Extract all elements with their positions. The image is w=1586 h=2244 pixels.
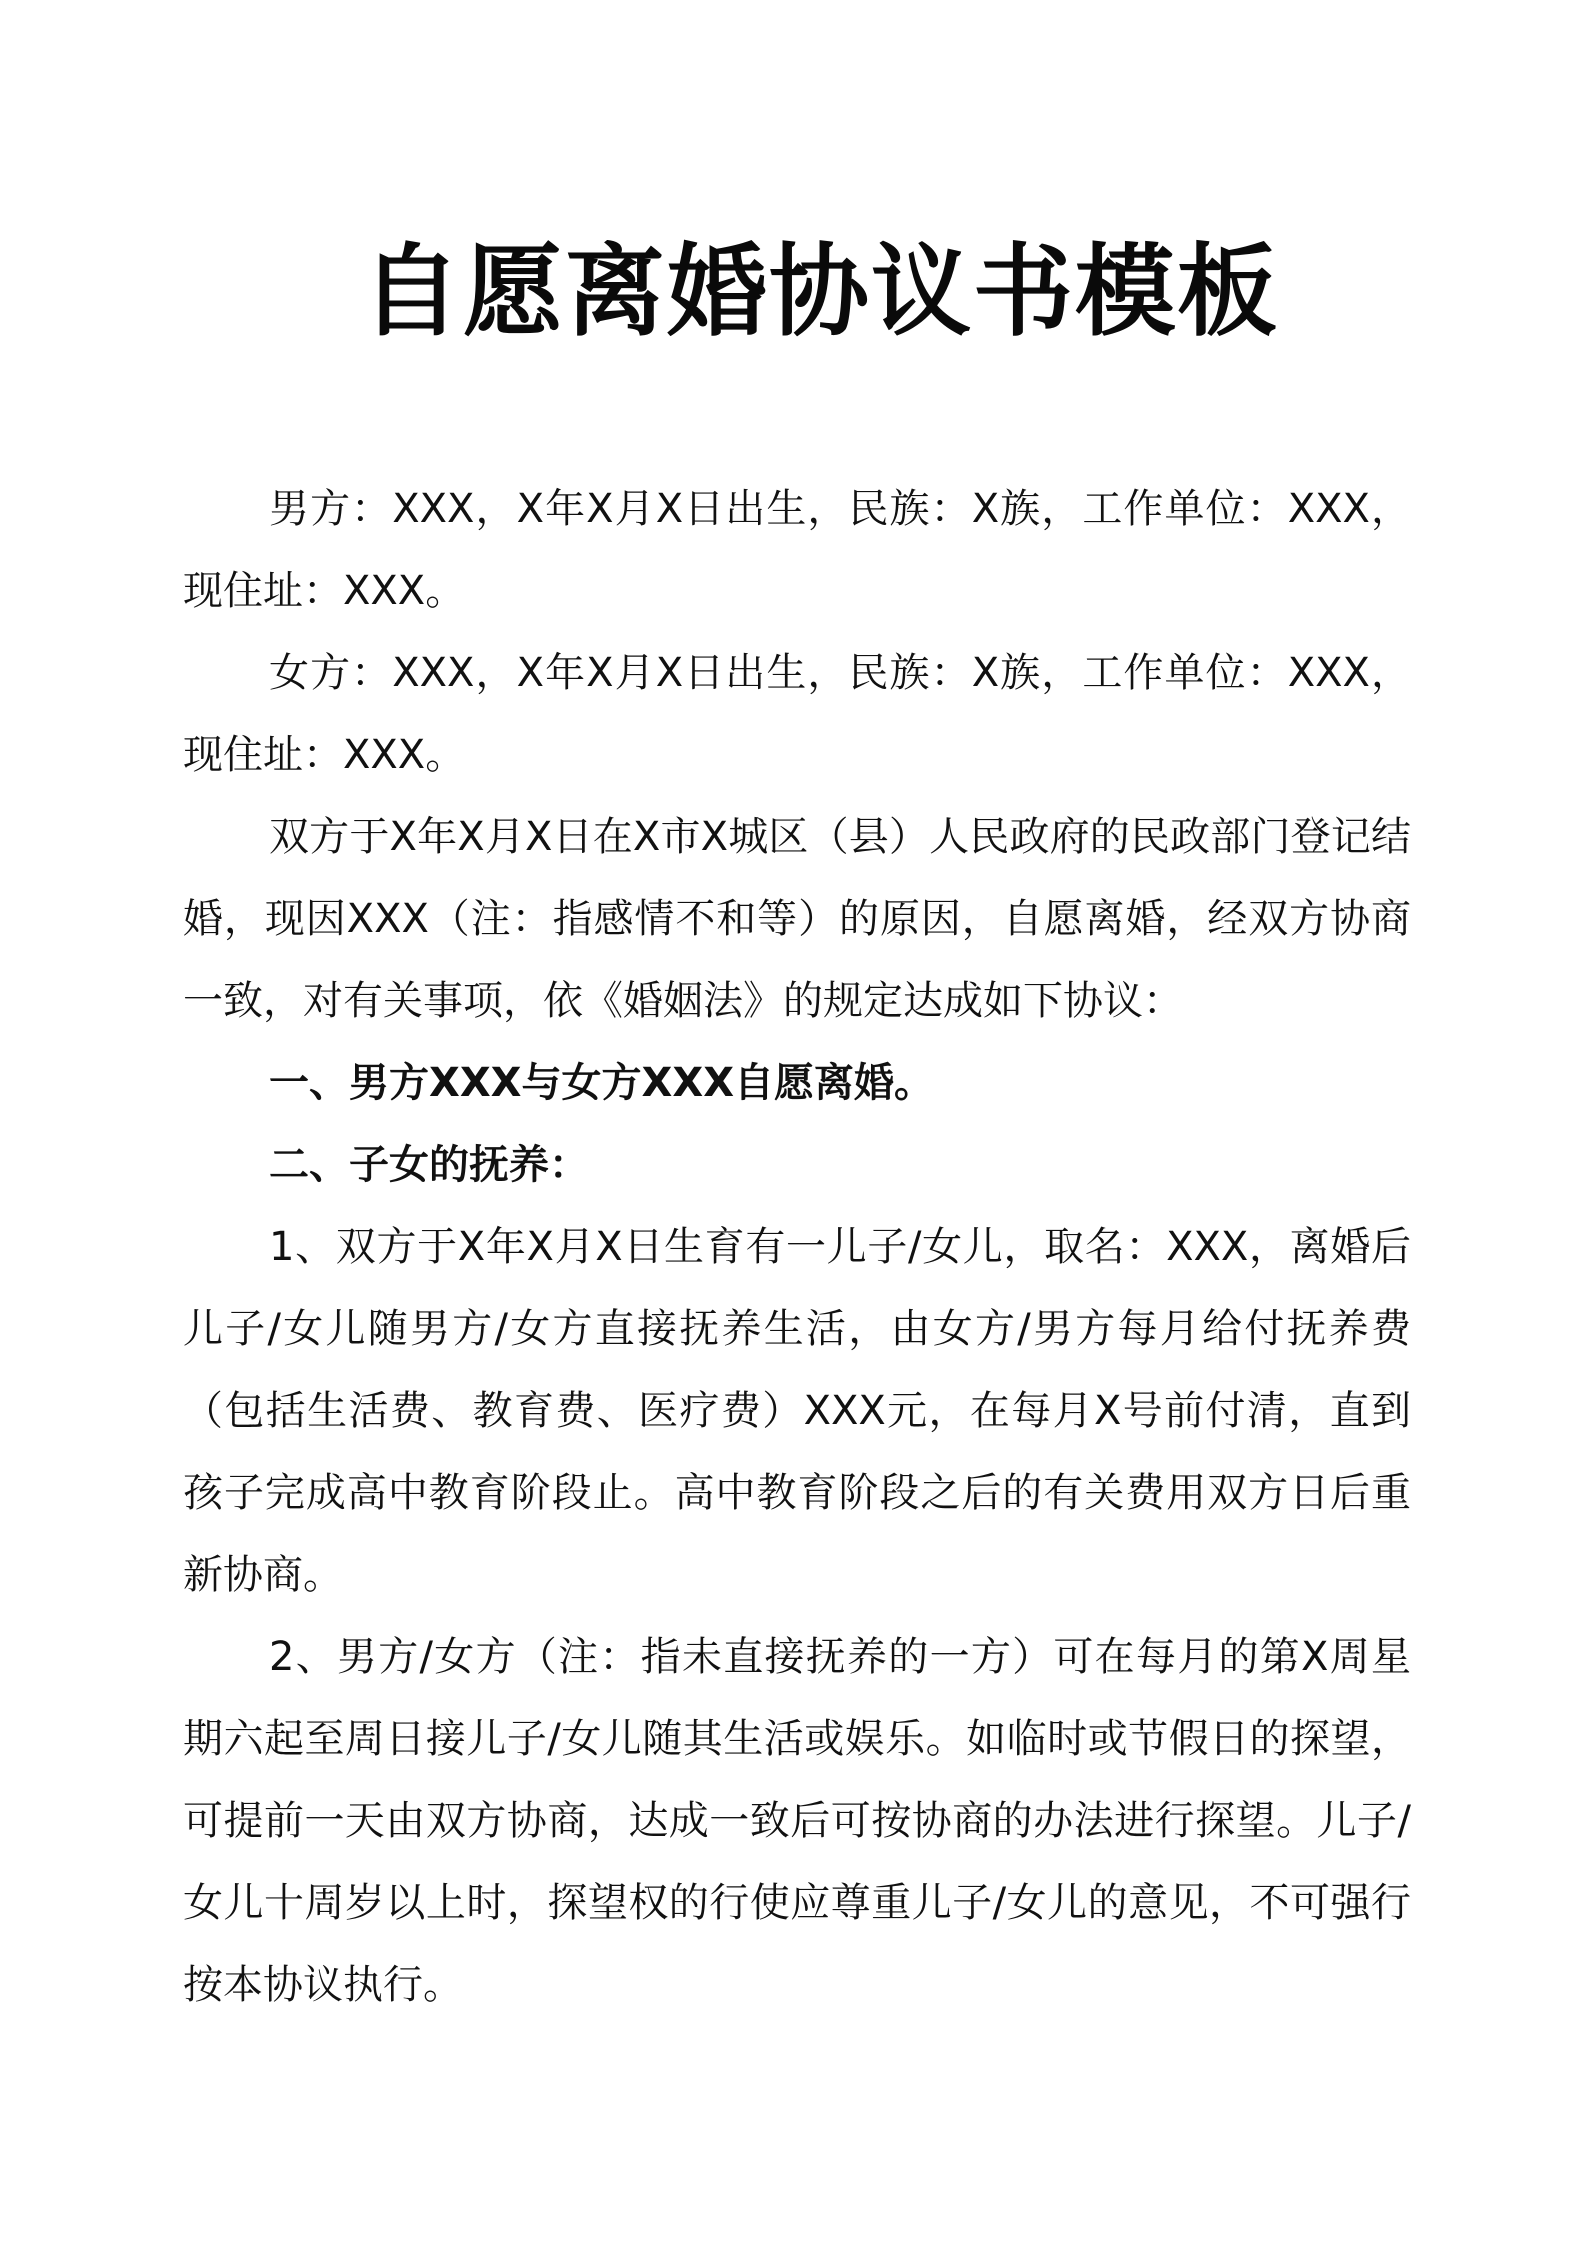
paragraph-male-party: 男方：XXX，X年X月X日出生，民族：X族，工作单位：XXX，现住址：XXX。 <box>183 486 1411 614</box>
document-body <box>183 468 1411 2026</box>
article-2-heading: 二、子女的抚养： <box>269 1142 589 1188</box>
clause-visitation: 2、男方/女方（注：指未直接抚养的一方）可在每月的第X周星期六起至周日接儿子/女儿随其生活或娱乐。如临时或节假日的探望，可提前一天由双方协商，达成一致后可按协商的办法进行探望。儿子/女儿十周岁以上时，探望权的行使应尊重儿子/女儿的意见，不可强行按本协议执行。 <box>183 1634 1411 2008</box>
paragraph-female-party: 女方：XXX，X年X月X日出生，民族：X族，工作单位：XXX，现住址：XXX。 <box>183 650 1411 778</box>
clause-child-custody: 1、双方于X年X月X日生育有一儿子/女儿，取名：XXX，离婚后儿子/女儿随男方/女方直接抚养生活，由女方/男方每月给付抚养费（包括生活费、教育费、医疗费）XXX元，在每月X号前付清，直到孩子完成高中教育阶段止。高中教育阶段之后的有关费用双方日后重新协商。 <box>183 1224 1411 1598</box>
document-title: 自愿离婚协议书模板 <box>361 233 1279 350</box>
paragraph-preamble: 双方于X年X月X日在X市X城区（县）人民政府的民政部门登记结婚，现因XXX（注：指感情不和等）的原因，自愿离婚，经双方协商一致，对有关事项，依《婚姻法》的规定达成如下协议： <box>183 814 1411 1024</box>
article-1-heading: 一、男方XXX与女方XXX自愿离婚。 <box>269 1060 935 1106</box>
